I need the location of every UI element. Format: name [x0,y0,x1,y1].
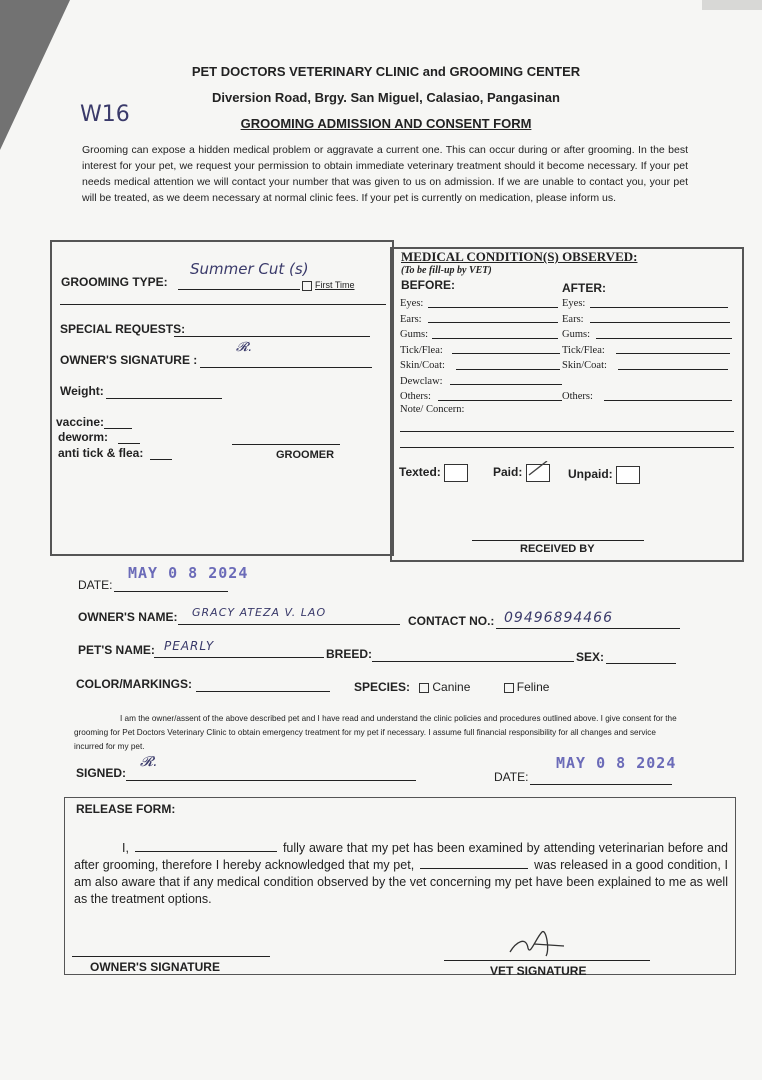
after-eyes: Eyes: [562,298,586,309]
species-field: SPECIES: Canine Feline [354,680,550,694]
owner-name-value: GRACY ATEZA V. LAO [192,606,327,619]
clinic-address: Diversion Road, Brgy. San Miguel, Calasiao, Pangasinan [212,90,560,105]
canine-checkbox[interactable] [419,683,429,693]
deworm-label: deworm: [58,430,109,444]
unpaid-checkbox[interactable] [616,466,640,484]
texted-checkbox[interactable] [444,464,468,482]
form-title: GROOMING ADMISSION AND CONSENT FORM [240,116,532,131]
before-skin: Skin/Coat: [400,360,445,371]
consent-date-stamp: MAY 0 8 2024 [556,754,677,772]
groomer-label: GROOMER [276,449,335,461]
before-label: BEFORE: [401,278,455,292]
date-stamp: MAY 0 8 2024 [128,564,249,582]
unpaid-option[interactable]: Unpaid: [568,466,640,484]
vet-signature-mark [506,922,566,966]
before-rows [400,296,445,405]
after-rows [562,296,607,404]
grooming-type-value: Summer Cut (s) [190,260,309,278]
consent-date-label: DATE: [494,770,529,784]
contact-value: 09496894466 [504,610,613,626]
owner-signature-label: OWNER'S SIGNATURE : [60,353,198,367]
color-label: COLOR/MARKINGS: [76,677,192,691]
after-label: AFTER: [562,281,606,295]
note-concern-label: Note/ Concern: [400,404,465,415]
release-text: I, fully aware that my pet has been examined by attending veterinarian before and after grooming, therefore I hereby acknowledged that my pet, was released in a good condition, I am also aware that if any medical condition observed by the vet concerning my pet have been explained to me as well as the treatment options. [74,841,728,906]
first-time-option[interactable]: First Time [302,280,355,291]
owner-name-label: OWNER'S NAME: [78,610,178,624]
date-label: DATE: [78,578,113,592]
breed-label: BREED: [326,647,373,661]
intro-paragraph: Grooming can expose a hidden medical problem or aggravate a current one. This can occur during or after grooming. In the best interest for your pet, we request your permission to obtain immediate veterinary treatment should it become necessary. If your pet needs medical attention we will contact your number that was given to us on admission. If we are unable to contact you, your pet will be treated, as we deem necessary at normal clinic fees. If your pet is currently on medication, please inform us. [82,144,688,204]
after-skin: Skin/Coat: [562,360,607,371]
weight-label: Weight: [60,384,104,398]
before-others: Others: [400,391,431,402]
vet-signature-label: VET SIGNATURE [490,964,587,978]
before-tick: Tick/Flea: [400,344,443,356]
after-ears: Ears: [562,313,584,325]
grooming-type-label: GROOMING TYPE: [61,275,168,289]
handwritten-code: W16 [80,102,130,127]
special-requests-label: SPECIAL REQUESTS: [60,322,186,336]
sex-label: SEX: [576,650,605,664]
signed-signature: 𝓡. [140,754,158,770]
paid-checkbox[interactable] [526,464,550,482]
after-tick: Tick/Flea: [562,344,605,356]
after-gums: Gums: [562,329,591,340]
medical-title: MEDICAL CONDITION(S) OBSERVED: [401,249,638,264]
scan-edge [702,0,762,10]
before-gums: Gums: [400,329,429,340]
pet-name-value: PEARLY [164,639,215,653]
feline-checkbox[interactable] [504,683,514,693]
release-title: RELEASE FORM: [76,802,176,816]
owner-signature-release-label: OWNER'S SIGNATURE [90,960,220,974]
received-by-label: RECEIVED BY [520,543,595,555]
antitick-label: anti tick & flea: [58,446,144,460]
clinic-name: PET DOCTORS VETERINARY CLINIC and GROOMING CENTER [191,64,581,79]
checkmark-icon [527,461,549,477]
texted-option[interactable]: Texted: [399,464,468,482]
paid-option[interactable]: Paid: [493,464,550,482]
before-ears: Ears: [400,313,422,325]
pet-name-label: PET'S NAME: [78,643,155,657]
before-eyes: Eyes: [400,298,424,309]
before-dewclaw: Dewclaw: [400,375,443,387]
consent-text: I am the owner/assent of the above described pet and I have read and understand the clinic policies and procedures outlined above. I give consent for the grooming for Pet Doctors Veterinary Clinic to obtain emergency treatment for my pet if necessary. I assume full financial responsibility for all changes and service incurred for my pet. [74,714,677,751]
first-time-checkbox[interactable] [302,281,312,291]
signed-label: SIGNED: [76,766,127,780]
owner-signature-mark: 𝓡. [236,340,253,355]
after-others: Others: [562,390,593,402]
contact-label: CONTACT NO.: [408,614,495,628]
vaccine-label: vaccine: [56,415,105,429]
medical-subtitle: (To be fill-up by VET) [401,265,492,276]
